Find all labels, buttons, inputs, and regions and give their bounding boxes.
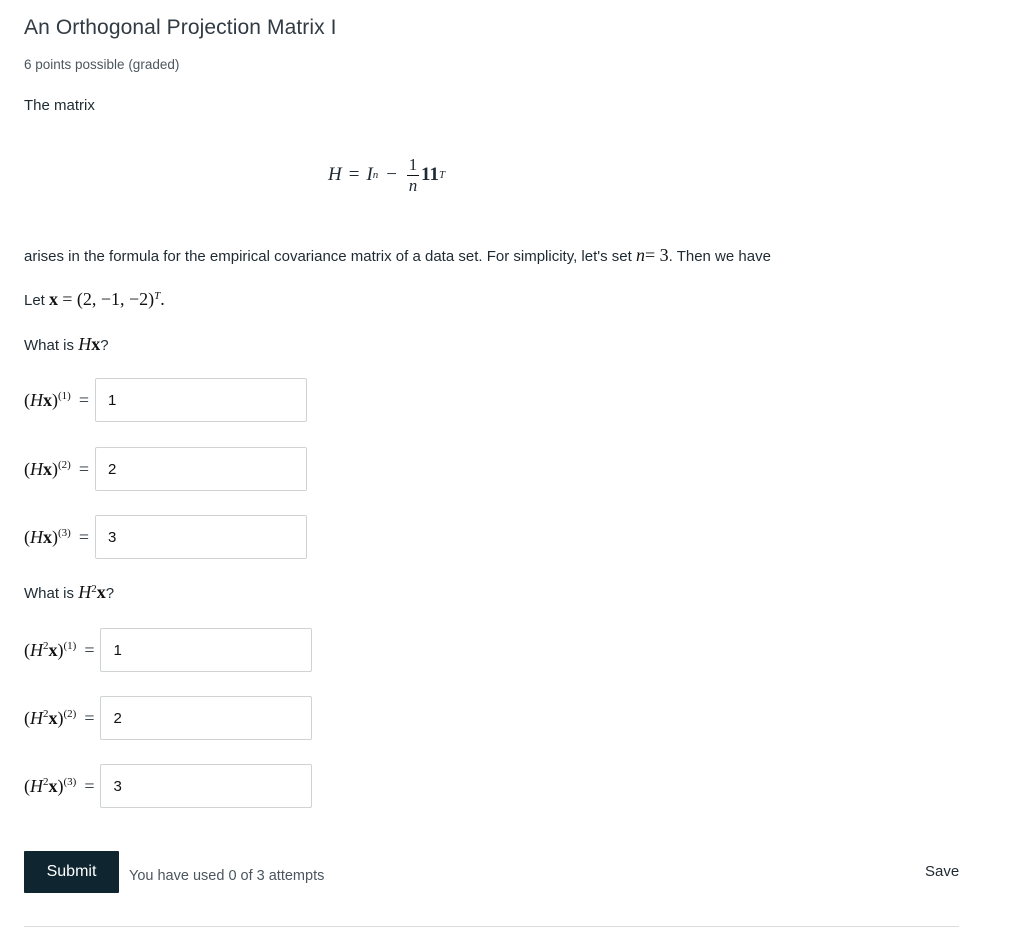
equals-sign: = [84, 775, 95, 796]
attempts-counter: You have used 0 of 3 attempts [129, 868, 325, 884]
paragraph-n: n [635, 245, 645, 265]
divider [24, 926, 959, 927]
let-end: . [160, 289, 165, 309]
hx-input-2[interactable] [95, 447, 307, 491]
question-hx [24, 334, 109, 355]
h2x-label-2: $(H^2x)^{(2)}$ [24, 707, 77, 728]
hx-label-2: $(Hx)^{(2)}$ [24, 458, 71, 479]
hx-input-3[interactable] [95, 515, 307, 559]
q2-x: x [96, 582, 106, 602]
hx-input-1[interactable] [95, 378, 307, 422]
h2x-input-1[interactable] [100, 628, 312, 672]
let-transpose: T [154, 290, 161, 302]
paragraph-eq: = 3 [644, 245, 669, 265]
h2x-label-1: $(H^2x)^{(1)}$ [24, 639, 77, 660]
h2x-input-2[interactable] [100, 696, 312, 740]
paragraph-prefix: arises in the formula for the empirical covariance matrix of a data set. For simplicity, let's set [24, 248, 632, 265]
let-statement [24, 289, 165, 310]
formula-fraction [407, 156, 419, 195]
h2x-answer-row-2 [24, 696, 312, 740]
fraction-numerator: 1 [408, 155, 418, 174]
q1-suffix: ? [100, 337, 109, 354]
hx-answer-row-3 [24, 515, 307, 559]
hx-label-3: $(Hx)^{(3)}$ [24, 526, 71, 547]
formula-eq: = [348, 164, 360, 186]
q2-h: H [78, 582, 92, 602]
points-possible: 6 points possible (graded) [24, 57, 180, 72]
equals-sign: = [78, 458, 89, 479]
q1-prefix: What is [24, 337, 75, 354]
fraction-denominator: n [408, 175, 418, 195]
q2-prefix: What is [24, 585, 75, 602]
h2x-label-3: $(H^2x)^{(3)}$ [24, 775, 77, 796]
q1-x: x [91, 334, 101, 354]
formula-minus: − [386, 164, 397, 186]
formula-h: H [328, 164, 342, 186]
q1-h: H [78, 334, 92, 354]
q2-exp: 2 [91, 583, 97, 595]
formula-identity: I [366, 164, 373, 186]
paragraph-suffix: . Then we have [668, 248, 771, 265]
hx-answer-row-1 [24, 378, 307, 422]
hx-label-1: $(Hx)^{(1)}$ [24, 389, 71, 410]
equals-sign: = [84, 639, 95, 660]
hx-answer-row-2 [24, 447, 307, 491]
problem-title: An Orthogonal Projection Matrix I [24, 16, 337, 39]
let-prefix: Let [24, 292, 45, 309]
equals-sign: = [78, 389, 89, 410]
h2x-input-3[interactable] [100, 764, 312, 808]
let-vector: = (2, −1, −2) [62, 289, 155, 309]
equals-sign: = [78, 526, 89, 547]
h2x-answer-row-1 [24, 628, 312, 672]
paragraph-text [24, 245, 771, 266]
question-h2x [24, 582, 114, 603]
formula-ones: 11 [421, 164, 439, 186]
save-button[interactable]: Save [925, 863, 960, 880]
intro-text: The matrix [24, 97, 95, 114]
h2x-answer-row-3 [24, 764, 312, 808]
let-x: x [49, 289, 59, 309]
q2-suffix: ? [105, 585, 115, 602]
matrix-formula: H = I n − $\frac{1}{n}$ 11 T [328, 155, 446, 195]
equals-sign: = [84, 707, 95, 728]
submit-button[interactable]: Submit [24, 851, 119, 893]
